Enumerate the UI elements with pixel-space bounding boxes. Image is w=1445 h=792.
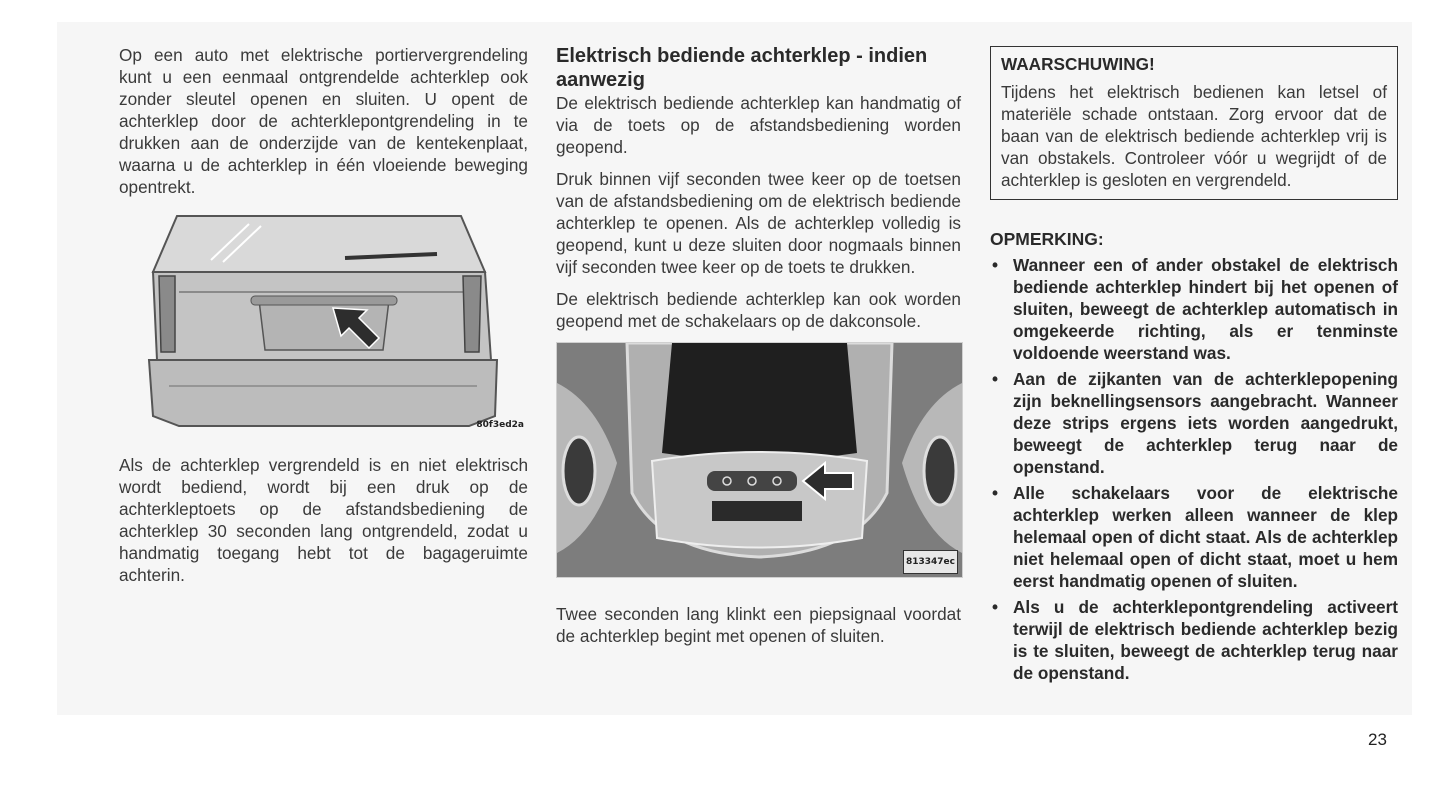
note-text: Als u de achterklepontgrendeling activeert terwijl de elektrisch bediende achterklep bezig is te sluiten, beweegt de achterklep terug naar de openstand. [1013, 597, 1398, 683]
section-heading: Elektrisch bediende achterklep - indien aanwezig [556, 45, 928, 91]
lock-paragraph: Als de achterklep vergrendeld is en niet elektrisch wordt bediend, wordt bij een druk op de achterkleptoets op de afstandsbediening de achterklep 30 seconden lang ontgrendeld, zodat u handmatig toegang hebt tot de bagageruimte achterin. [119, 455, 528, 585]
list-item [990, 254, 1398, 364]
note-list [990, 254, 1398, 684]
list-item [990, 596, 1398, 684]
figure-code: 813347ec [903, 550, 958, 574]
column-left [119, 44, 528, 586]
page-number: 23 [1368, 730, 1387, 749]
overhead-console-photo [556, 342, 963, 578]
column-middle [556, 44, 961, 647]
overhead-console-drawing [557, 343, 962, 577]
paragraph-1: De elektrisch bediende achterklep kan handmatig of via de toets op de afstandsbediening worden geopend. [556, 93, 961, 157]
list-item [990, 368, 1398, 478]
warning-text: Tijdens het elektrisch bedienen kan letsel of materiële schade ontstaan. Zorg ervoor dat de baan van de elektrisch bediende achterklep vrij is van obstakels. Controleer vóór u wegrijdt of de achterklep is gesloten en vergrendeld. [1001, 82, 1387, 190]
note-text: Aan de zijkanten van de achterklepopening zijn beknellingsensors aangebracht. Wanneer deze strips ergens iets worden aangedrukt, beweegt de achterklep terug naar de openstand. [1013, 369, 1398, 477]
liftgate-illustration [119, 210, 528, 442]
figure-code: 80f3ed2a [476, 420, 524, 430]
note-title: OPMERKING: [990, 229, 1104, 249]
paragraph-3: De elektrisch bediende achterklep kan ook worden geopend met de schakelaars op de dakconsole. [556, 289, 961, 331]
bullet-icon: • [992, 483, 999, 503]
column-right [990, 46, 1398, 688]
intro-paragraph: Op een auto met elektrische portiervergrendeling kunt u een eenmaal ontgrendelde achterklep ook zonder sleutel openen en sluiten. U opent de achterklep door de achterklepontgrendeling in te drukken aan de onderzijde van de kentekenplaat, waarna u de achterklep in één vloeiende beweging opentrekt. [119, 45, 528, 197]
note-text: Alle schakelaars voor de elektrische achterklep werken alleen wanneer de klep helemaal open of dicht staat. Als de achterklep niet helemaal open of dicht staat, moet u hem eerst handmatig openen of sluiten. [1013, 483, 1398, 591]
figure-caption: Twee seconden lang klinkt een piepsignaal voordat de achterklep begint met openen of sluiten. [556, 604, 961, 646]
list-item [990, 482, 1398, 592]
warning-box [990, 46, 1398, 200]
bullet-icon: • [992, 255, 999, 275]
warning-title: WAARSCHUWING! [1001, 54, 1155, 74]
bullet-icon: • [992, 369, 999, 389]
bullet-icon: • [992, 597, 999, 617]
note-text: Wanneer een of ander obstakel de elektrisch bediende achterklep hindert bij het openen of sluiten, beweegt de achterklep automatisch in omgekeerde richting, als er tenminste voldoende weerstand was. [1013, 255, 1398, 363]
minivan-rear-drawing [119, 210, 528, 442]
paragraph-2: Druk binnen vijf seconden twee keer op de toetsen van de afstandsbediening om de elektrisch bediende achterklep te openen. Als de achterklep volledig is geopend, kunt u deze sluiten door nogmaals binnen vijf seconden twee keer op de toets te drukken. [556, 169, 961, 277]
